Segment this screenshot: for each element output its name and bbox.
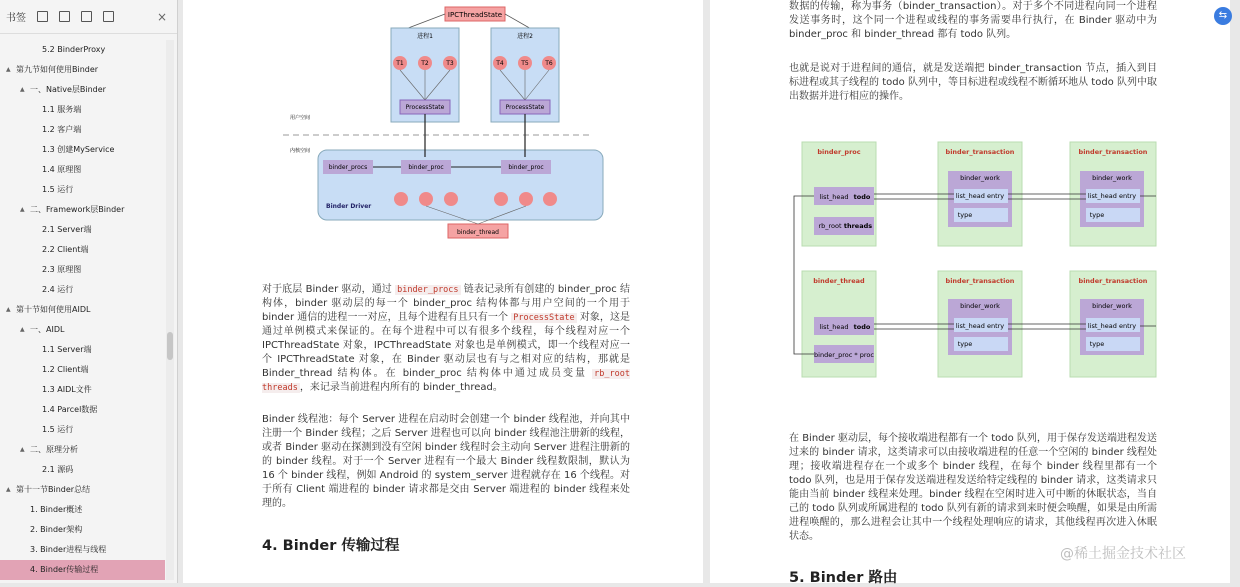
trans-title-1: binder_transaction xyxy=(945,148,1015,156)
trans-title-2: binder_transaction xyxy=(1078,148,1148,156)
toc-item[interactable] xyxy=(0,180,165,200)
toc-label: 1.2 Client端 xyxy=(42,365,89,374)
toc-label: 第十一节Binder总结 xyxy=(16,485,91,494)
proc-title: binder_proc xyxy=(817,148,861,156)
toc-label: 二、原理分析 xyxy=(30,445,78,454)
toc-item[interactable] xyxy=(0,360,165,380)
toc-label: 1.2 客户端 xyxy=(42,125,82,134)
processstate-1: ProcessState xyxy=(405,104,445,111)
toc-item[interactable] xyxy=(0,380,165,400)
trans4-list-entry: list_head entry xyxy=(1087,322,1137,330)
thread-t3: T3 xyxy=(446,60,454,67)
toc-item[interactable] xyxy=(0,200,165,220)
trans3-list-entry: list_head entry xyxy=(955,322,1005,330)
expand-all-icon[interactable] xyxy=(37,11,48,22)
thread-proc-ptr: binder_proc * proc xyxy=(814,351,874,359)
expand-triangle-icon[interactable]: ▲ xyxy=(6,66,11,73)
todo-queue-diagram xyxy=(710,135,1230,385)
toc-label: 1.1 Server端 xyxy=(42,345,92,354)
toc-item[interactable] xyxy=(0,40,165,60)
toc-label: 一、Native层Binder xyxy=(30,85,106,94)
toc-item[interactable] xyxy=(0,160,165,180)
thread-title: binder_thread xyxy=(813,277,865,285)
trans1-list-entry: list_head entry xyxy=(955,192,1005,200)
toc-item[interactable] xyxy=(0,540,165,560)
close-sidebar-icon[interactable]: × xyxy=(157,10,168,24)
bookmark-options-icon[interactable] xyxy=(103,11,114,22)
trans-title-3: binder_transaction xyxy=(945,277,1015,285)
toc-item[interactable] xyxy=(0,320,165,340)
toc-item[interactable] xyxy=(0,520,165,540)
toc-label: 2.4 运行 xyxy=(42,285,74,294)
expand-triangle-icon[interactable]: ▲ xyxy=(20,86,25,93)
trans4-type: type xyxy=(1089,340,1105,348)
toc-label: 2.3 原理图 xyxy=(42,265,82,274)
toc-label: 二、Framework层Binder xyxy=(30,205,125,214)
thread-t6: T6 xyxy=(545,60,553,67)
proc1-label: 进程1 xyxy=(417,33,433,40)
user-space-label: 用户空间 xyxy=(290,115,311,121)
processstate-2: ProcessState xyxy=(505,104,545,111)
toc-item[interactable] xyxy=(0,120,165,140)
expand-triangle-icon[interactable]: ▲ xyxy=(20,326,25,333)
toc-label: 1. Binder概述 xyxy=(30,505,83,514)
toc-item[interactable] xyxy=(0,140,165,160)
expand-triangle-icon[interactable]: ▲ xyxy=(20,446,25,453)
toc-label: 第十节如何使用AIDL xyxy=(16,305,91,314)
paragraph-receiver-todo: 在 Binder 驱动层，每个接收端进程都有一个 todo 队列，用于保存发送端进程发送过来的 binder 请求，这类请求可以由接收端进程的任意一个空闲的 binder 线程处理；接收端进程存在一个或多个 binder 线程，在每个 binder 线程里都有一个 todo 队列，也是用于保存发送端进程发送给特定线程的 binder 请求，这类请求只能由当前 binder 线程来处理。binder 线程在空闲时进入可中断的休眠状态，当自己的 todo 队列或所属进程的 todo 队列有新的请求到来时便会唤醒，如果是由所需进程唤醒的，那么进程会让其中一个线程处理响应的请求，其他线程再次进入休眠状态。 xyxy=(789,433,1157,542)
trans2-type: type xyxy=(1089,211,1105,219)
toc-label: 一、AIDL xyxy=(30,325,65,334)
sidebar-scrollbar[interactable] xyxy=(166,40,174,580)
bookmark-sidebar xyxy=(0,0,178,583)
paragraph-todo-queue: 也就是说对于进程间的通信，就是发送端把 binder_transaction 节点，插入到目标进程或其子线程的 todo 队列中，等目标进程或线程不断循环地从 todo 队列中取出数据并进行相应的操作。 xyxy=(789,63,1157,102)
toc-item[interactable] xyxy=(0,280,165,300)
toc-item[interactable] xyxy=(0,100,165,120)
toc-label: 2.1 源码 xyxy=(42,465,74,474)
binder-procs-box: binder_procs xyxy=(328,164,368,171)
trans4-work: binder_work xyxy=(1092,302,1132,310)
watermark: @稀土掘金技术社区 xyxy=(1060,546,1186,562)
kernel-space-label: 内核空间 xyxy=(290,148,311,154)
trans1-work: binder_work xyxy=(960,174,1000,182)
proc-list-head: list_head xyxy=(819,193,849,201)
toc-item[interactable] xyxy=(0,300,165,320)
proc-threads: threads xyxy=(843,222,873,230)
toc-label: 1.3 AIDL文件 xyxy=(42,385,92,394)
thread-t1: T1 xyxy=(396,60,404,67)
section-heading-routing: 5. Binder 路由 xyxy=(789,570,898,586)
trans1-type: type xyxy=(957,211,973,219)
scrollbar-thumb[interactable] xyxy=(167,332,173,360)
paragraph-binder-procs: 对于底层 Binder 驱动，通过 binder_procs 链表记录所有创建的 binder_proc 结构体，binder 驱动层的每一个 binder_proc 结构体都与用户空间的一个用于 binder 通信的进程一一对应，且每个进程有且只有一个 ProcessState 对象，这是通过单例模式来保证的。在每个进程中可以有很多个线程，每个线程对应一个 IPCThreadState 对象，IPCThreadState 对象也是单例模式，即一个线程对应一个 IPCThreadState 对象，在 Binder 驱动层也有与之相对应的结构，那就是 Binder_thread 结构体。在 binder_proc 结构体中通过成员变量 rb_root threads ，来记录当前进程内所有的 binder_thread。 xyxy=(262,284,631,393)
toc-label: 1.4 Parcel数据 xyxy=(42,405,98,414)
toc-label: 1.5 运行 xyxy=(42,425,74,434)
toc-item[interactable] xyxy=(0,240,165,260)
toc-label: 2.2 Client端 xyxy=(42,245,89,254)
binder-driver-label: Binder Driver xyxy=(326,203,372,210)
thread-t5: T5 xyxy=(521,60,529,67)
toc-item[interactable] xyxy=(0,80,165,100)
trans2-list-entry: list_head entry xyxy=(1087,192,1137,200)
collapse-all-icon[interactable] xyxy=(59,11,70,22)
toc-item[interactable] xyxy=(0,500,165,520)
toc-item[interactable] xyxy=(0,480,165,500)
document-page-left xyxy=(183,0,703,583)
add-bookmark-icon[interactable] xyxy=(81,11,92,22)
document-page-right xyxy=(710,0,1230,586)
expand-triangle-icon[interactable]: ▲ xyxy=(6,486,11,493)
expand-triangle-icon[interactable]: ▲ xyxy=(20,206,25,213)
paragraph-transaction: 数据的传输，称为事务（binder_transaction）。对于多个不同进程向同一个进程发送事务时，这个同一个进程或线程的事务需要串行执行，在 Binder 驱动中为 binder_proc 和 binder_thread 都有 todo 队列。 xyxy=(789,1,1157,40)
binder-proc-box-2: binder_proc xyxy=(508,164,544,171)
toc-list xyxy=(0,40,165,580)
toc-item[interactable] xyxy=(0,400,165,420)
toc-label: 1.3 创建MyService xyxy=(42,145,115,154)
toc-item[interactable] xyxy=(0,340,165,360)
thread-t2: T2 xyxy=(421,60,429,67)
thread-list-head: list_head xyxy=(819,323,849,331)
section-heading-transfer: 4. Binder 传输过程 xyxy=(262,538,400,554)
expand-triangle-icon[interactable]: ▲ xyxy=(6,306,11,313)
toc-item[interactable] xyxy=(0,460,165,480)
toc-label: 1.4 原理图 xyxy=(42,165,82,174)
toc-item[interactable] xyxy=(0,60,165,80)
proc-todo: todo xyxy=(853,193,871,201)
toc-item[interactable] xyxy=(0,220,165,240)
thread-t4: T4 xyxy=(496,60,504,67)
toc-item[interactable] xyxy=(0,260,165,280)
toc-label: 5.2 BinderProxy xyxy=(42,45,106,54)
toc-label: 2.1 Server端 xyxy=(42,225,92,234)
proc2-label: 进程2 xyxy=(517,33,533,40)
trans-title-4: binder_transaction xyxy=(1078,277,1148,285)
toc-label: 4. Binder传输过程 xyxy=(30,565,99,574)
toc-label: 3. Binder进程与线程 xyxy=(30,545,107,554)
sidebar-toolbar xyxy=(0,0,177,34)
binder-architecture-diagram xyxy=(183,0,703,270)
paragraph-thread-pool: Binder 线程池：每个 Server 进程在启动时会创建一个 binder 线程池，并向其中注册一个 Binder 线程；之后 Server 进程也可以向 binder 线程池注册新的线程，或者 Binder 驱动在探测到没有空闲 binder 线程时会主动向 Server 进程注册新的的 binder 线程。对于一个 Server 进程有一个最大 Binder 线程数限制，默认为 16 个 binder 线程，例如 Android 的 system_server 进程就存在 16 个线程。对于所有 Client 端进程的 binder 请求都是交由 Server 端进程的 binder 线程来处理的。 xyxy=(262,414,630,509)
toc-item[interactable] xyxy=(0,420,165,440)
toc-item[interactable] xyxy=(0,440,165,460)
toc-label: 第九节如何使用Binder xyxy=(16,65,99,74)
trans2-work: binder_work xyxy=(1092,174,1132,182)
trans3-work: binder_work xyxy=(960,302,1000,310)
binder-proc-box-1: binder_proc xyxy=(408,164,444,171)
translate-float-button[interactable]: ⇆ xyxy=(1214,7,1232,25)
toc-label: 2. Binder架构 xyxy=(30,525,83,534)
toc-label: 1.5 运行 xyxy=(42,185,74,194)
binder-thread-box: binder_thread xyxy=(457,229,499,236)
trans3-type: type xyxy=(957,340,973,348)
proc-rb-root: rb_root xyxy=(818,222,842,230)
toc-item[interactable] xyxy=(0,560,165,580)
toc-label: 1.1 服务端 xyxy=(42,105,82,114)
thread-todo: todo xyxy=(853,323,871,331)
bookmark-tab[interactable]: 书签 xyxy=(6,13,26,24)
ipcthreadstate-label: IPCThreadState xyxy=(447,11,503,19)
